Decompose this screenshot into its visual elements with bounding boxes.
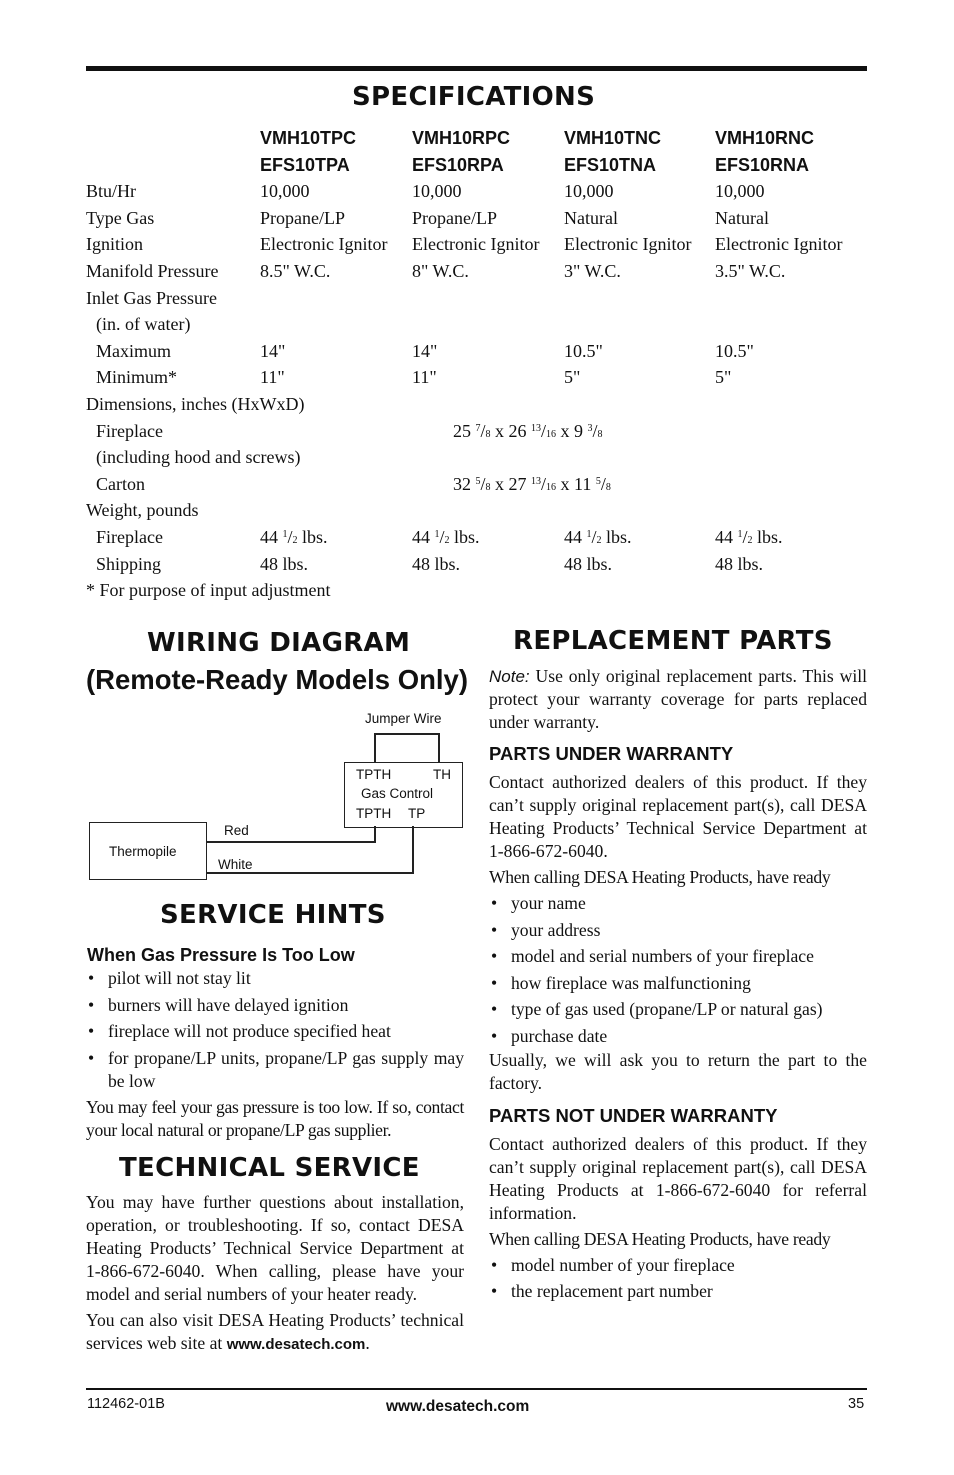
- jumper-wire: [438, 733, 440, 762]
- bullet: •: [491, 1025, 498, 1046]
- cell: 48 lbs.: [715, 553, 764, 574]
- spec-footnote-row: [86, 580, 867, 607]
- list-item: • for propane/LP units, propane/LP gas supply may be low: [88, 1047, 464, 1091]
- cell: 44 $^1$/2 lbs.: [412, 526, 480, 547]
- cell: 5": [564, 367, 581, 388]
- parts-not-under-warranty-title: PARTS NOT UNDER WARRANTY: [489, 1104, 778, 1126]
- cell: Electronic Ignitor: [412, 234, 540, 255]
- wiring-title: WIRING DIAGRAM: [147, 628, 411, 658]
- cell: 10.5": [564, 340, 603, 361]
- footer-url[interactable]: www.desatech.com: [386, 1398, 530, 1415]
- service-hints-paragraph: You may feel your gas pressure is too low. If so, contact your local natural or propane/LP gas supplier.: [86, 1097, 464, 1141]
- list-item: • type of gas used (propane/LP or natural gas): [491, 999, 823, 1020]
- service-hints-subhead: When Gas Pressure Is Too Low: [87, 945, 355, 965]
- bullet: •: [491, 946, 498, 967]
- cell: 10.5": [715, 340, 754, 361]
- list-item: • model number of your fireplace: [491, 1254, 735, 1275]
- row-label: Btu/Hr: [86, 181, 137, 202]
- list-item: • purchase date: [491, 1025, 608, 1046]
- spec-row-shipping: [86, 554, 867, 581]
- bullet: •: [491, 999, 498, 1020]
- tp-label: TP: [408, 806, 426, 821]
- spec-row-fireplace-note: [86, 447, 867, 474]
- technical-service-paragraph: You may have further questions about installation, operation, or troubleshooting. If so, contact DESA Heating Products’ Technical Service Department at 1-866-672-6040. When calling, please have your model and serial numbers of your heater ready.: [86, 1192, 464, 1304]
- specifications-title: SPECIFICATIONS: [352, 82, 596, 112]
- spec-row-maximum: [86, 341, 867, 368]
- note-label: Note:: [489, 667, 530, 686]
- cell: 10,000: [260, 181, 310, 202]
- replacement-note: Note: Use only original replacement parts. This will protect your warranty coverage for parts replaced under warranty.: [489, 666, 867, 732]
- spec-row-minimum: [86, 367, 867, 394]
- model-header-row-2: [86, 155, 867, 182]
- row-label: (in. of water): [96, 314, 191, 335]
- row-label: Maximum: [96, 340, 171, 361]
- jumper-wire-label: Jumper Wire: [365, 711, 442, 726]
- bullet: •: [491, 972, 498, 993]
- cell: 10,000: [715, 181, 765, 202]
- bullet: •: [88, 994, 95, 1015]
- jumper-wire: [374, 733, 376, 762]
- have-ready-line: When calling DESA Heating Products, have ready: [489, 867, 831, 887]
- model-header: EFS10RPA: [412, 154, 504, 175]
- list-item: • your address: [491, 919, 601, 940]
- model-header: VMH10RNC: [715, 128, 815, 148]
- replacement-parts-title: REPLACEMENT PARTS: [513, 626, 833, 656]
- cell: 44 $^1$/2 lbs.: [564, 526, 632, 547]
- spec-row-fireplace-weight: [86, 527, 867, 554]
- cell: Propane/LP: [260, 207, 345, 228]
- spec-row-fireplace-dim: [86, 421, 867, 448]
- top-rule: [86, 66, 867, 71]
- jumper-wire: [374, 733, 440, 735]
- cell: Propane/LP: [412, 207, 497, 228]
- list-item: • pilot will not stay lit: [88, 968, 251, 988]
- spec-row-weight: [86, 500, 867, 527]
- dimension-value: 25 $^7$/8 x 26 $^{13}$/16 x 9 $^3$/8: [453, 420, 603, 441]
- list-item: • the replacement part number: [491, 1281, 713, 1302]
- gas-control-label: Gas Control: [361, 786, 434, 801]
- spec-row-dimensions: [86, 394, 867, 421]
- red-wire: [374, 826, 376, 842]
- cell: 11": [412, 367, 437, 388]
- red-wire-label: Red: [224, 823, 249, 838]
- technical-service-web: You can also visit DESA Heating Products’ technical services web site at www.desatech.com.: [86, 1310, 464, 1353]
- have-ready-line: When calling DESA Heating Products, have ready: [489, 1228, 831, 1249]
- model-header: EFS10RNA: [715, 154, 810, 175]
- cell: 10,000: [564, 181, 614, 202]
- cell: 48 lbs.: [564, 553, 613, 574]
- cell: 44 $^1$/2 lbs.: [260, 526, 328, 547]
- bullet: •: [491, 919, 498, 940]
- cell: 48 lbs.: [412, 553, 461, 574]
- tpth-top-label: TPTH: [356, 767, 392, 782]
- cell: 3.5" W.C.: [715, 260, 786, 281]
- specifications-table: [86, 128, 867, 607]
- under-warranty-paragraph: Contact authorized dealers of this product. If they can’t supply original replacement part(s), call DESA Heating Products’ Technical Service Department at 1-866-672-6040.: [489, 772, 867, 861]
- row-label: Fireplace: [96, 526, 163, 547]
- white-wire-label: White: [218, 857, 253, 872]
- list-item: • how fireplace was malfunctioning: [491, 972, 751, 993]
- model-header: VMH10TNC: [564, 128, 662, 148]
- row-label: Shipping: [96, 553, 162, 574]
- bullet: •: [88, 1021, 95, 1042]
- spec-row-carton-dim: [86, 474, 867, 501]
- cell: 14": [260, 340, 286, 361]
- cell: 8.5" W.C.: [260, 260, 331, 281]
- spec-row-gas: [86, 208, 867, 235]
- footer-rule: [86, 1388, 867, 1390]
- thermopile-label: Thermopile: [109, 844, 177, 859]
- replacement-parts-body: [489, 665, 867, 1307]
- cell: 5": [715, 367, 732, 388]
- technical-service-body: [86, 1191, 464, 1356]
- cell: 8" W.C.: [412, 260, 469, 281]
- cell: Natural: [564, 207, 618, 228]
- document-code: 112462-01B: [87, 1396, 165, 1412]
- cell: Electronic Ignitor: [564, 234, 692, 255]
- list-item: • model and serial numbers of your fireplace: [491, 946, 814, 967]
- cell: 44 $^1$/2 lbs.: [715, 526, 783, 547]
- row-label: Inlet Gas Pressure: [86, 287, 217, 308]
- cell: 48 lbs.: [260, 553, 309, 574]
- wiring-subtitle: (Remote-Ready Models Only): [86, 664, 469, 695]
- spec-footnote: * For purpose of input adjustment: [86, 580, 331, 601]
- red-wire: [206, 841, 376, 843]
- cell: Electronic Ignitor: [260, 234, 388, 255]
- list-item: • burners will have delayed ignition: [88, 994, 349, 1015]
- return-part-paragraph: Usually, we will ask you to return the part to the factory.: [489, 1049, 867, 1093]
- cell: 3" W.C.: [564, 260, 621, 281]
- row-label: Fireplace: [96, 420, 163, 441]
- cell: Electronic Ignitor: [715, 234, 843, 255]
- technical-service-title: TECHNICAL SERVICE: [119, 1153, 420, 1183]
- service-hints-title: SERVICE HINTS: [160, 900, 386, 930]
- spec-row-inlet-unit: [86, 314, 867, 341]
- row-label: Weight, pounds: [86, 500, 199, 521]
- row-label: Manifold Pressure: [86, 260, 219, 281]
- parts-under-warranty-title: PARTS UNDER WARRANTY: [489, 743, 734, 764]
- model-header: VMH10TPC: [260, 128, 357, 148]
- list-item: • fireplace will not produce specified heat: [88, 1021, 391, 1042]
- dimension-value: 32 $^5$/8 x 27 $^{13}$/16 x 11 $^5$/8: [453, 473, 611, 494]
- model-header: VMH10RPC: [412, 128, 511, 148]
- row-label: Carton: [96, 473, 145, 494]
- row-label: Type Gas: [86, 207, 155, 228]
- th-label: TH: [433, 767, 451, 782]
- row-label: Minimum*: [96, 367, 178, 388]
- list-item: • your name: [491, 893, 586, 913]
- cell: 10,000: [412, 181, 462, 202]
- model-header: EFS10TNA: [564, 154, 657, 175]
- row-label: (including hood and screws): [96, 447, 301, 468]
- bullet: •: [88, 968, 95, 988]
- website-link[interactable]: www.desatech.com: [226, 1336, 366, 1353]
- row-label: Ignition: [86, 234, 143, 255]
- cell: 14": [412, 340, 438, 361]
- white-wire: [412, 826, 414, 874]
- bullet: •: [88, 1047, 95, 1068]
- spec-row-btu: [86, 181, 867, 208]
- bullet: •: [491, 1254, 498, 1275]
- not-under-warranty-paragraph: Contact authorized dealers of this product. If they can’t supply original replacement part(s), call DESA Heating Products at 1-866-672-6040 for referral information.: [489, 1133, 867, 1223]
- cell: 11": [260, 367, 285, 388]
- row-label: Dimensions, inches (HxWxD): [86, 393, 305, 414]
- bullet: •: [491, 893, 498, 913]
- spec-row-ignition: [86, 234, 867, 261]
- cell: Natural: [715, 207, 769, 228]
- service-hints-list: [86, 967, 464, 1142]
- spec-row-manifold: [86, 261, 867, 288]
- spec-row-inlet: [86, 288, 867, 315]
- model-header: EFS10TPA: [260, 154, 350, 175]
- tpth-bottom-label: TPTH: [356, 806, 392, 821]
- white-wire: [206, 872, 414, 874]
- bullet: •: [491, 1281, 498, 1302]
- model-header-row-1: [86, 128, 867, 155]
- page-number: 35: [848, 1396, 865, 1412]
